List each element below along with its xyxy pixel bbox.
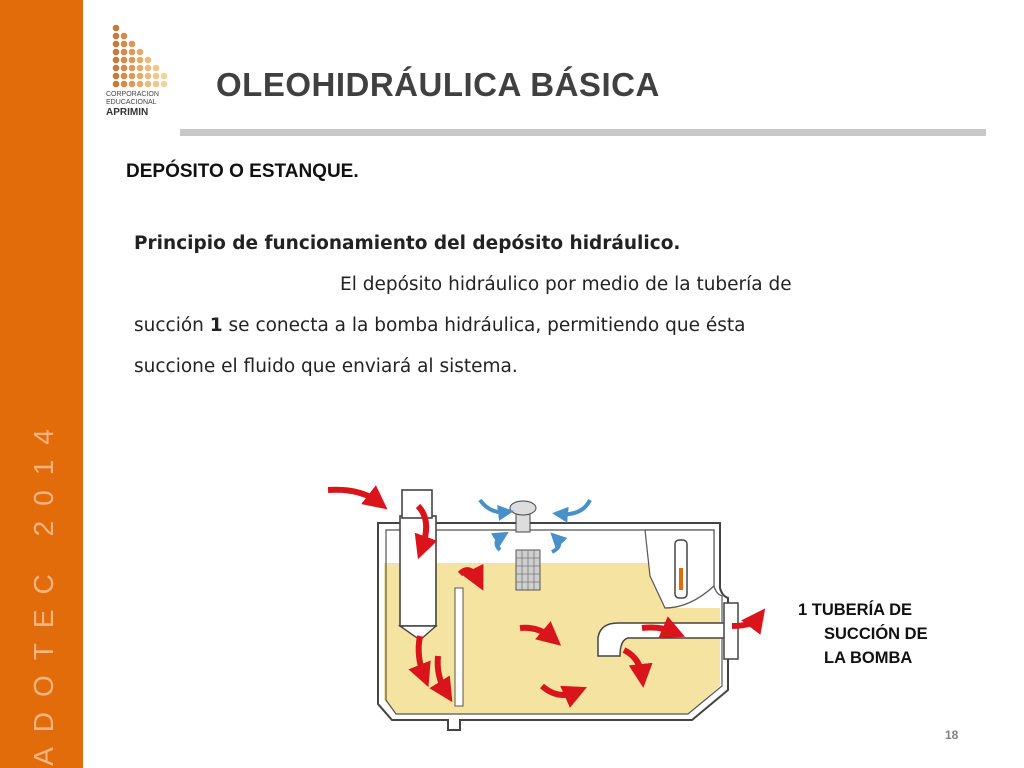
title-divider [180,129,986,136]
body-line-2-end: se conecta a la bomba hidráulica, permitiendo que ésta [222,315,746,336]
logo-text-3: APRIMIN [106,107,149,118]
body-line-2 [134,305,934,346]
body-text [134,223,934,387]
body-line-3: succione el fluido que enviará al sistema. [134,356,518,377]
body-line-1: El depósito hidráulico por medio de la tubería de [340,274,792,295]
logo-text-2: EDUCACIONAL [106,99,157,106]
caption-line-3: LA BOMBA [824,649,913,667]
logo-dots-icon [113,25,168,88]
body-heading: Principio de funcionamiento del depósito hidráulico. [134,233,681,254]
aprimin-logo [104,22,176,120]
suction-flange [724,603,738,659]
sidebar-vertical-text: ADOTEC 2014 [28,414,59,766]
caption-line-1: 1 TUBERÍA DE [798,601,912,619]
page-title: OLEOHIDRÁULICA BÁSICA [216,66,660,103]
return-pipe [400,516,436,626]
breather-cap-icon [510,501,536,515]
baffle-plate [455,588,463,706]
page-number: 18 [945,728,959,742]
logo-text-1: CORPORACION [106,91,159,98]
section-heading: DEPÓSITO O ESTANQUE. [126,161,359,182]
sight-glass-level [679,568,683,590]
diagram-caption [798,598,928,670]
filler-neck [402,490,432,518]
caption-line-2: SUCCIÓN DE [824,625,928,643]
body-line-2-start: succión [134,315,210,336]
tank-diagram [320,478,780,740]
suction-number: 1 [209,315,223,336]
sidebar [0,0,83,768]
